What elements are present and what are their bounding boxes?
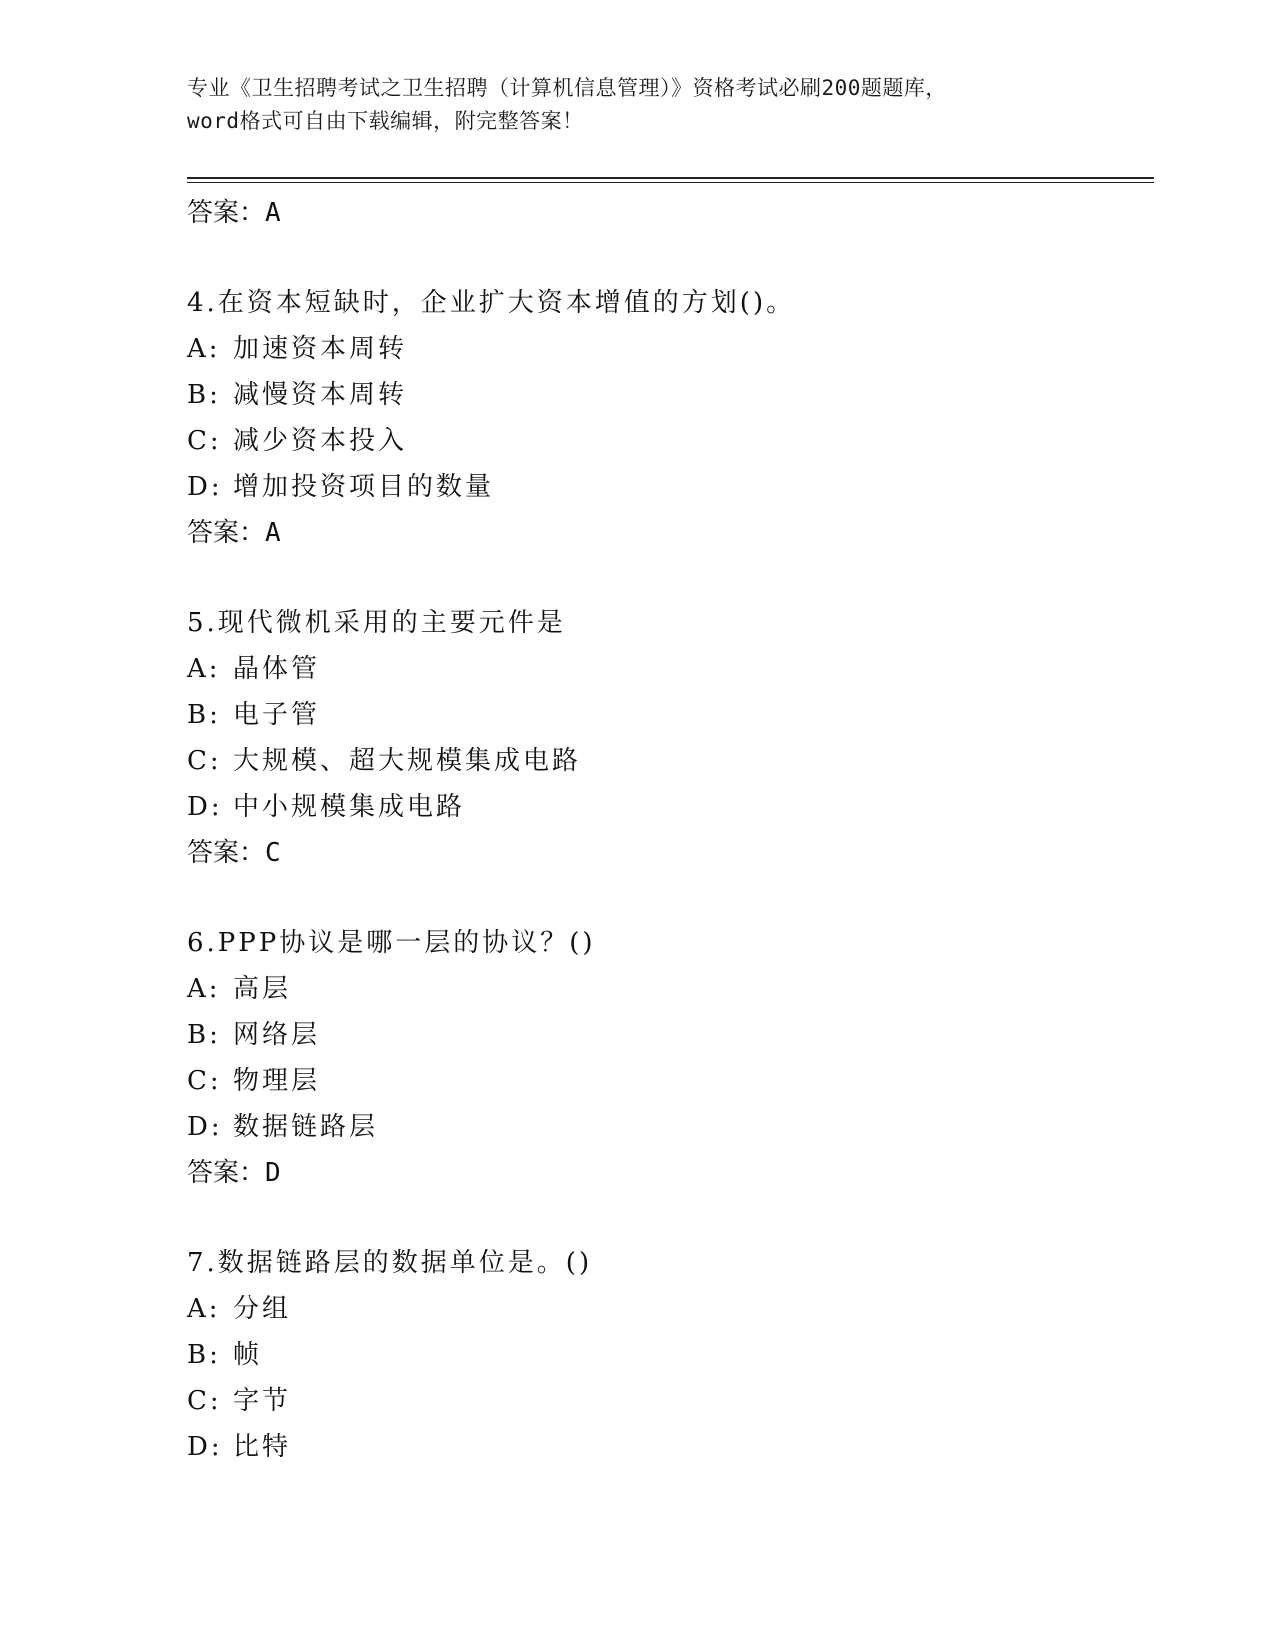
question-stem: 7.数据链路层的数据单位是。() (187, 1248, 593, 1278)
question-stem: 6.PPP协议是哪一层的协议？() (187, 928, 596, 958)
answer-value: A (265, 518, 281, 548)
option-key: C: (187, 1386, 222, 1416)
option-a (187, 1286, 1147, 1332)
question-spacer (187, 876, 1147, 920)
question-block-5 (187, 600, 1147, 876)
option-a (187, 326, 1147, 372)
answer-value: C (265, 838, 281, 868)
option-key: A: (187, 1294, 221, 1324)
answer-label: 答案： (187, 838, 266, 868)
option-text: 物理层 (233, 1066, 321, 1096)
option-text: 减少资本投入 (233, 426, 408, 456)
option-c (187, 1058, 1147, 1104)
option-text: 数据链路层 (233, 1112, 379, 1142)
option-b (187, 692, 1147, 738)
option-text: 网络层 (233, 1020, 321, 1050)
option-key: D: (187, 1112, 223, 1142)
header-title-line-2: word格式可自由下载编辑，附完整答案！ (187, 109, 584, 133)
option-a (187, 966, 1147, 1012)
option-key: B: (187, 700, 221, 730)
option-text: 增加投资项目的数量 (233, 472, 495, 502)
option-d (187, 1104, 1147, 1150)
question-stem: 4.在资本短缺时，企业扩大资本增值的方划()。 (187, 288, 796, 318)
option-c (187, 738, 1147, 784)
option-b (187, 372, 1147, 418)
answer-line (187, 510, 1147, 556)
answer-label: 答案： (187, 1158, 266, 1188)
option-key: B: (187, 1340, 221, 1370)
option-text: 晶体管 (233, 654, 321, 684)
header-divider-thick (187, 177, 1154, 179)
option-a (187, 646, 1147, 692)
option-key: B: (187, 380, 221, 410)
option-key: C: (187, 746, 222, 776)
option-d (187, 1424, 1147, 1470)
option-text: 帧 (233, 1340, 263, 1370)
option-key: C: (187, 426, 222, 456)
option-text: 加速资本周转 (233, 334, 408, 364)
header-divider-thin (187, 182, 1154, 183)
question-block-6 (187, 920, 1147, 1196)
question-stem: 5.现代微机采用的主要元件是 (187, 608, 566, 638)
option-text: 比特 (233, 1432, 292, 1462)
header-title-line-1: 专业《卫生招聘考试之卫生招聘（计算机信息管理）》资格考试必刷200题题库， (187, 76, 947, 100)
question-block-7 (187, 1240, 1147, 1470)
question-list (187, 190, 1147, 1470)
answer-label: 答案： (187, 198, 266, 228)
option-b (187, 1332, 1147, 1378)
question-spacer (187, 1196, 1147, 1240)
answer-line (187, 1150, 1147, 1196)
option-key: D: (187, 1432, 223, 1462)
answer-label: 答案： (187, 518, 266, 548)
option-text: 高层 (233, 974, 292, 1004)
document-header (187, 72, 1087, 138)
option-b (187, 1012, 1147, 1058)
answer-value: A (265, 198, 281, 228)
option-c (187, 1378, 1147, 1424)
option-text: 中小规模集成电路 (233, 792, 466, 822)
option-key: C: (187, 1066, 222, 1096)
option-text: 电子管 (233, 700, 321, 730)
answer-line-q3 (187, 190, 1147, 236)
answer-value: D (265, 1158, 281, 1188)
option-text: 字节 (233, 1386, 292, 1416)
option-d (187, 464, 1147, 510)
option-key: B: (187, 1020, 221, 1050)
option-key: A: (187, 654, 221, 684)
option-key: D: (187, 472, 223, 502)
question-spacer (187, 556, 1147, 600)
option-text: 减慢资本周转 (233, 380, 408, 410)
option-text: 大规模、超大规模集成电路 (233, 746, 582, 776)
option-key: A: (187, 974, 221, 1004)
question-block-4 (187, 280, 1147, 556)
question-spacer (187, 236, 1147, 280)
answer-line (187, 830, 1147, 876)
option-d (187, 784, 1147, 830)
option-text: 分组 (233, 1294, 292, 1324)
option-c (187, 418, 1147, 464)
option-key: D: (187, 792, 223, 822)
option-key: A: (187, 334, 221, 364)
